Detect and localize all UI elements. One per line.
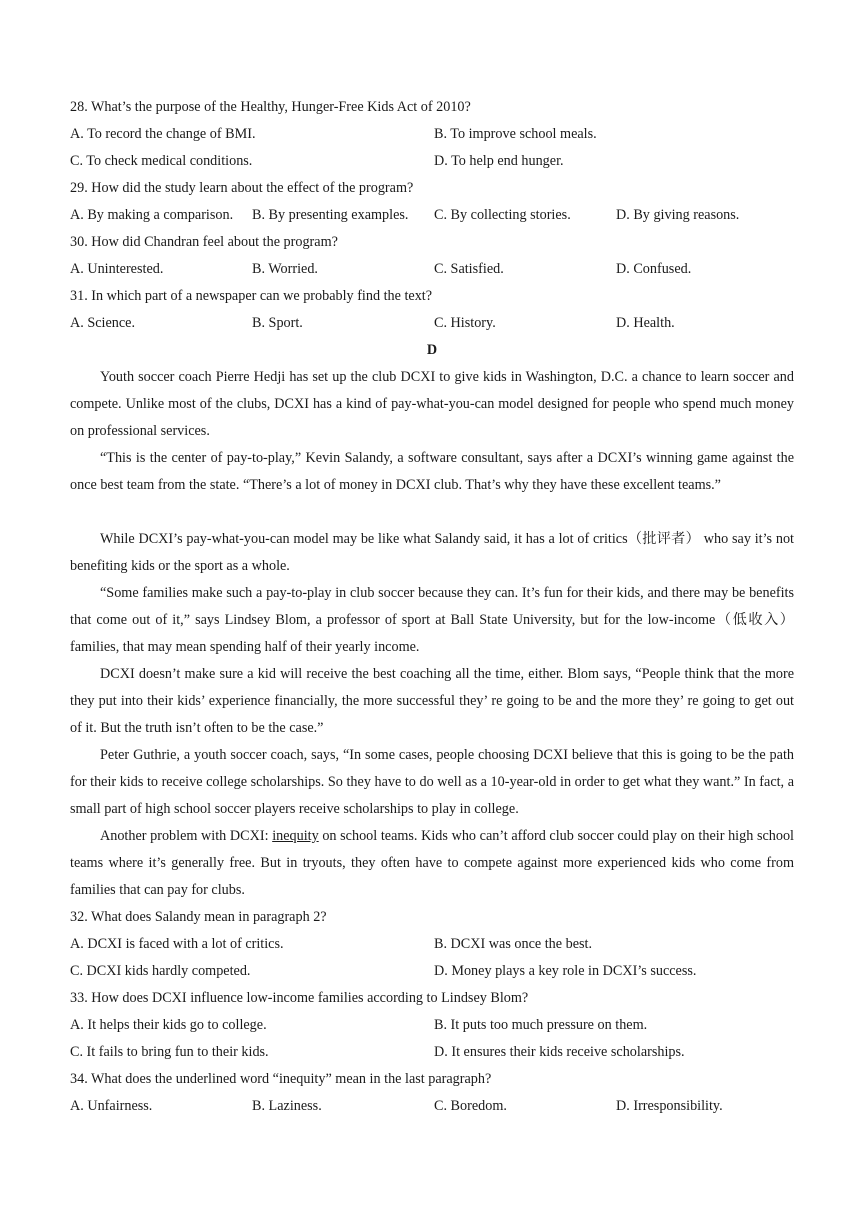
question-34-option-d: D. Irresponsibility. (616, 1098, 723, 1114)
question-34-option-c: C. Boredom. (434, 1098, 507, 1114)
question-32-option-d: D. Money plays a key role in DCXI’s success. (434, 963, 697, 979)
question-29-stem: 29. How did the study learn about the effect of the program? (70, 180, 414, 196)
passage-paragraph-5: DCXI doesn’t make sure a kid will receive the best coaching all the time, either. Blom says, “People think that the more they put into their kids’ experience financially, the more successful they’ re going to be and the more they’ re going to get out of it. But the truth isn’t often to be the case.” (70, 666, 794, 736)
passage-paragraph-2: “This is the center of pay-to-play,” Kevin Salandy, a software consultant, says after a DCXI’s winning game against the once best team from the state. “There’s a lot of money in DCXI club. That’s why they have these excellent teams.” (70, 450, 794, 493)
question-32-stem: 32. What does Salandy mean in paragraph 2? (70, 909, 327, 925)
question-30-option-b: B. Worried. (252, 261, 318, 277)
question-31-options (70, 310, 794, 337)
question-31-option-a: A. Science. (70, 315, 136, 331)
question-29-options (70, 202, 794, 229)
passage-paragraph-1: Youth soccer coach Pierre Hedji has set up the club DCXI to give kids in Washington, D.C. a chance to learn soccer and compete. Unlike most of the clubs, DCXI has a kind of pay-what-you-can model designed for people who spend much money on professional services. (70, 369, 794, 439)
paragraph-7-lead: Another problem with DCXI: (100, 828, 273, 844)
question-28-options-row-2 (70, 148, 794, 175)
question-32-options-row-2 (70, 958, 794, 985)
question-34-option-a: A. Unfairness. (70, 1098, 153, 1114)
question-31-stem: 31. In which part of a newspaper can we probably find the text? (70, 288, 433, 304)
question-30-stem: 30. How did Chandran feel about the program? (70, 234, 338, 250)
question-29-option-c: C. By collecting stories. (434, 207, 571, 223)
question-28-options-row-1 (70, 121, 794, 148)
question-32-options-row-1 (70, 931, 794, 958)
question-29-option-d: D. By giving reasons. (616, 207, 740, 223)
question-32-option-c: C. DCXI kids hardly competed. (70, 963, 251, 979)
question-28-option-d: D. To help end hunger. (434, 153, 564, 169)
question-28-option-b: B. To improve school meals. (434, 126, 597, 142)
question-28-option-c: C. To check medical conditions. (70, 153, 253, 169)
question-33-stem: 33. How does DCXI influence low-income families according to Lindsey Blom? (70, 990, 529, 1006)
question-30-option-c: C. Satisfied. (434, 261, 504, 277)
question-33-options-row-2 (70, 1039, 794, 1066)
question-31-option-d: D. Health. (616, 315, 675, 331)
passage-paragraph-4: “Some families make such a pay-to-play in club soccer because they can. It’s fun for their kids, and there may be benefits that come out of it,” says Lindsey Blom, a professor of sport at Ball State University, but for the low-income（低收入） families, that may mean spending half of their yearly income. (70, 585, 794, 655)
question-30-option-d: D. Confused. (616, 261, 692, 277)
question-29-option-a: A. By making a comparison. (70, 207, 234, 223)
question-30-options (70, 256, 794, 283)
question-33-option-d: D. It ensures their kids receive scholarships. (434, 1044, 685, 1060)
question-32-option-b: B. DCXI was once the best. (434, 936, 593, 952)
section-heading: D (426, 342, 438, 358)
question-34-options (70, 1093, 794, 1120)
question-33-options-row-1 (70, 1012, 794, 1039)
passage-paragraph-3: While DCXI’s pay-what-you-can model may be like what Salandy said, it has a lot of critics（批评者） who say it’s not benefiting kids or the sport as a whole. (70, 531, 794, 574)
paragraph-7-rest: on school teams. Kids who can’t afford club soccer could play on their high school teams where it’s generally free. But in tryouts, they often have to compete against more experienced kids who come from families that can pay for clubs. (70, 828, 794, 898)
question-33-option-b: B. It puts too much pressure on them. (434, 1017, 648, 1033)
question-31-option-b: B. Sport. (252, 315, 303, 331)
question-32-option-a: A. DCXI is faced with a lot of critics. (70, 936, 284, 952)
question-30-option-a: A. Uninterested. (70, 261, 164, 277)
question-33-option-c: C. It fails to bring fun to their kids. (70, 1044, 269, 1060)
passage-paragraph-6: Peter Guthrie, a youth soccer coach, says, “In some cases, people choosing DCXI believe that this is going to be the path for their kids to receive college scholarships. So they have to do well as a 10-year-old in order to get what they want.” In fact, a small part of high school soccer players receive scholarships to play in college. (70, 747, 794, 817)
question-28-stem: 28. What’s the purpose of the Healthy, Hunger-Free Kids Act of 2010? (70, 99, 471, 115)
question-34-option-b: B. Laziness. (252, 1098, 322, 1114)
question-33-option-a: A. It helps their kids go to college. (70, 1017, 267, 1033)
question-29-option-b: B. By presenting examples. (252, 207, 409, 223)
passage-paragraph-7 (70, 823, 794, 904)
underlined-word: inequity (272, 828, 319, 844)
question-34-stem: 34. What does the underlined word “inequity” mean in the last paragraph? (70, 1071, 492, 1087)
question-31-option-c: C. History. (434, 315, 496, 331)
question-28-option-a: A. To record the change of BMI. (70, 126, 256, 142)
